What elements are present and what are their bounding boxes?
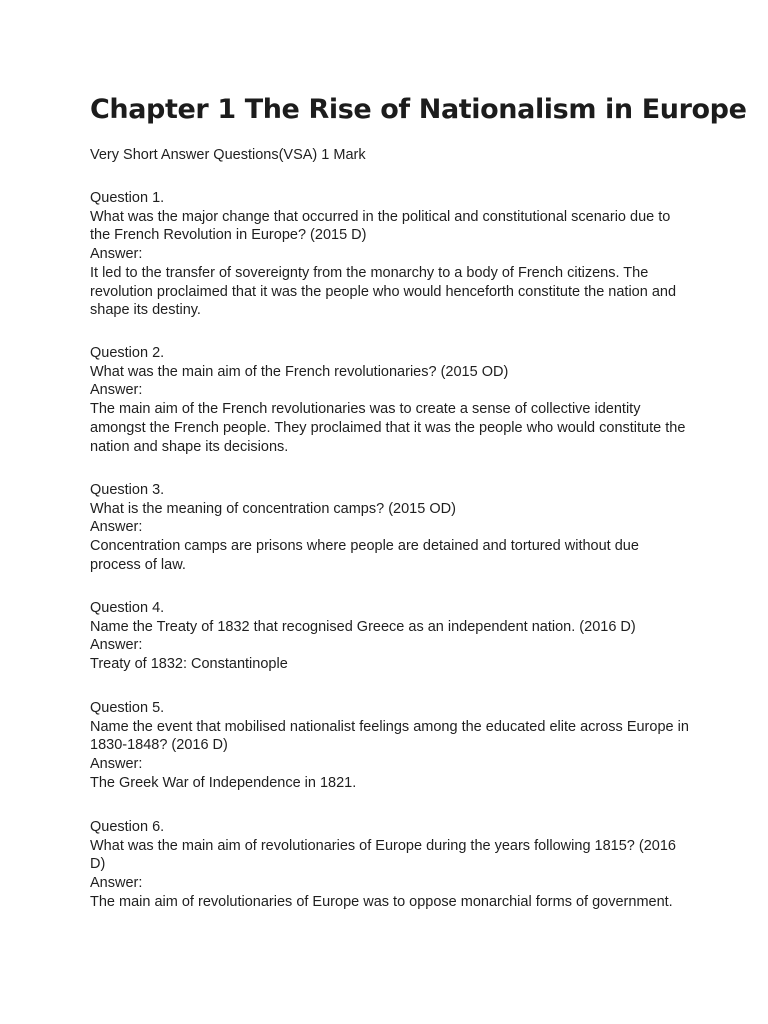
answer-label: Answer: (90, 637, 143, 654)
question-label: Question 3. (90, 482, 165, 498)
answer-text: It led to the transfer of sovereignty from the monarchy to a body of French citizens. The revolution proclaimed that it was the people who would henceforth constitute the nation and shape its destiny. (90, 264, 677, 319)
answer-text: The main aim of revolutionaries of Europe was to oppose monarchial forms of government. (90, 893, 673, 910)
answer-label: Answer: (90, 756, 143, 773)
answer-label: Answer: (90, 519, 143, 536)
question-label: Question 1. (90, 190, 165, 206)
question-text: What was the major change that occurred in the political and constitutional scenario due to the French Revolution in Europe? (2015 D) (90, 208, 671, 244)
question-text: What was the main aim of revolutionaries of Europe during the years following 1815? (2016 D) (90, 837, 676, 873)
answer-text: Concentration camps are prisons where people are detained and tortured without due process of law. (90, 538, 639, 573)
answer-text: Treaty of 1832: Constantinople (90, 656, 288, 673)
section-subtitle: Very Short Answer Questions(VSA) 1 Mark (90, 147, 366, 163)
question-text: Name the event that mobilised nationalist feelings among the educated elite across Europe in 1830-1848? (2016 D) (90, 718, 689, 754)
page-title: Chapter 1 The Rise of Nationalism in Europe (90, 94, 747, 125)
question-text: What is the meaning of concentration camps? (2015 OD) (90, 500, 456, 517)
answer-text: The main aim of the French revolutionaries was to create a sense of collective identity amongst the French people. They proclaimed that it was the people who would constitute the nation and shape its decisions. (90, 401, 686, 455)
answer-label: Answer: (90, 382, 143, 399)
question-label: Question 5. (90, 700, 165, 716)
answer-label: Answer: (90, 875, 143, 892)
question-block-3 (90, 481, 690, 575)
question-block-4 (90, 599, 690, 674)
question-block-6 (90, 818, 690, 912)
question-label: Question 4. (90, 600, 165, 616)
question-text: Name the Treaty of 1832 that recognised Greece as an independent nation. (2016 D) (90, 618, 636, 635)
answer-label: Answer: (90, 246, 143, 263)
answer-text: The Greek War of Independence in 1821. (90, 774, 357, 791)
question-block-1 (90, 189, 690, 320)
question-block-2 (90, 344, 690, 456)
question-label: Question 2. (90, 345, 165, 361)
question-label: Question 6. (90, 819, 165, 835)
question-text: What was the main aim of the French revolutionaries? (2015 OD) (90, 363, 509, 380)
question-block-5 (90, 699, 690, 793)
